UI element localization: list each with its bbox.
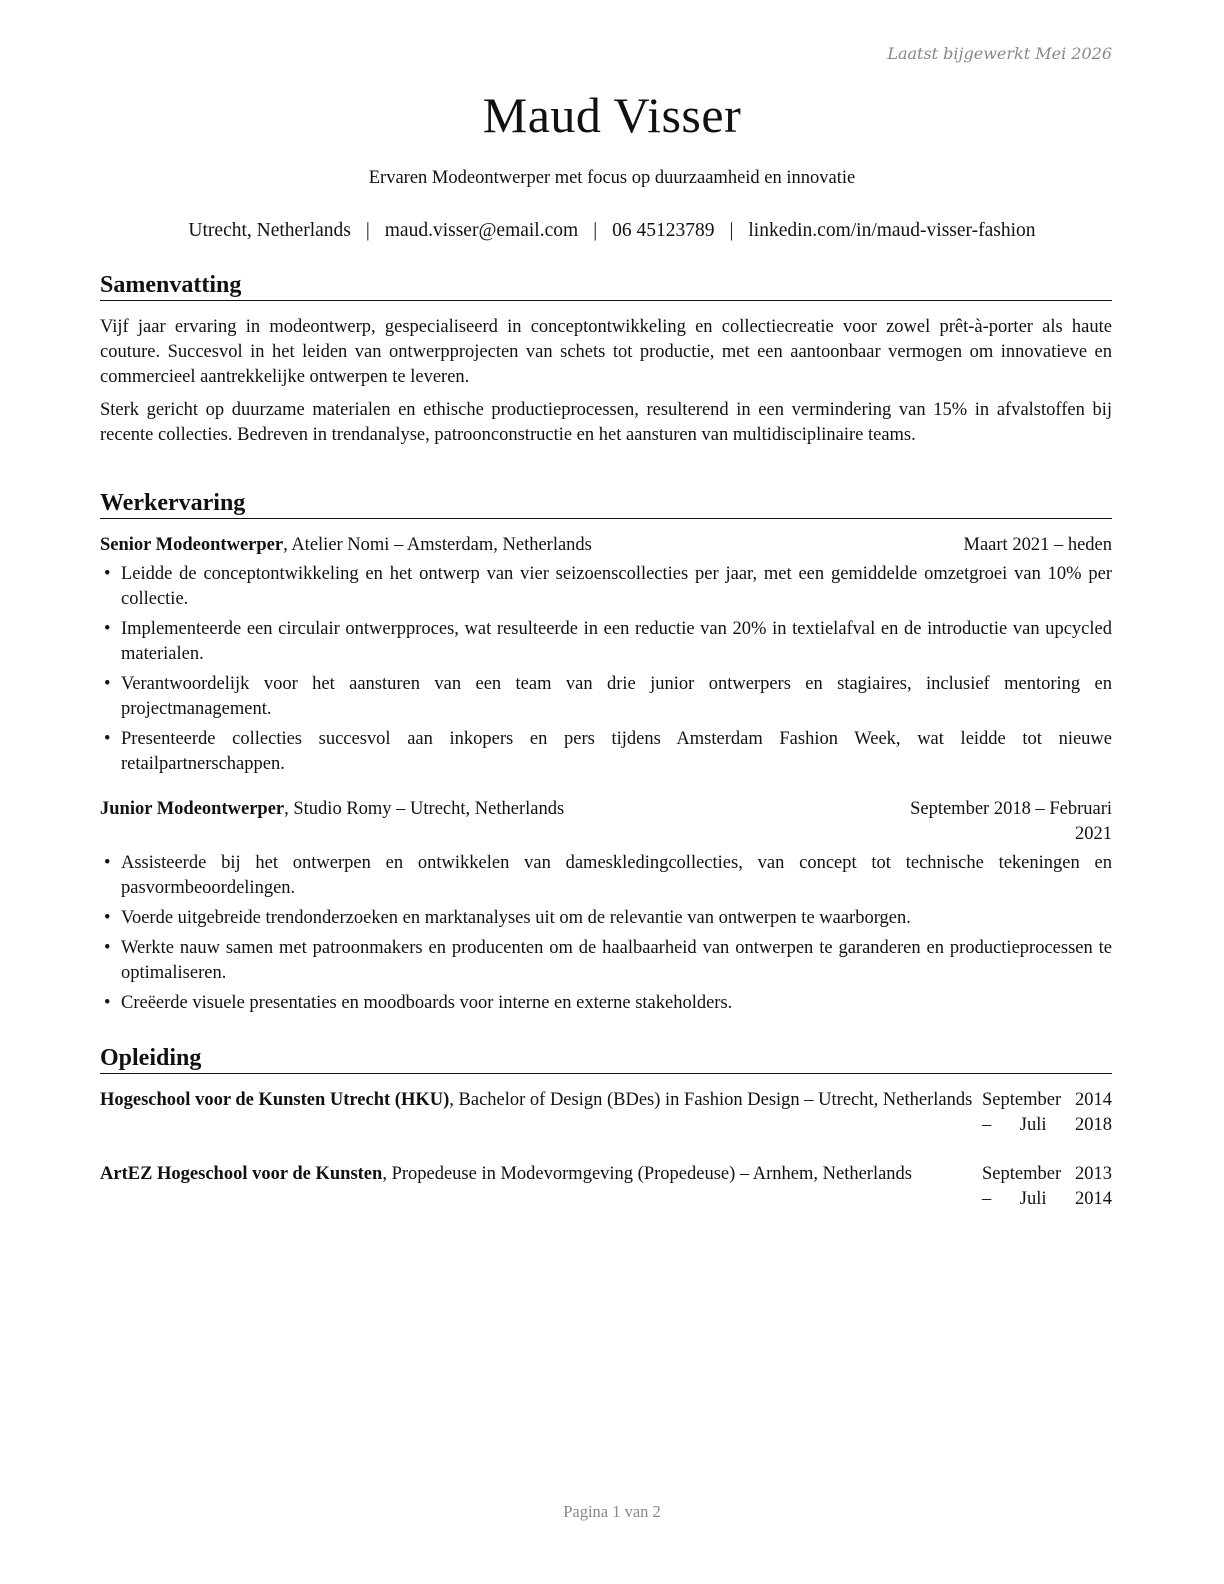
experience-section xyxy=(100,490,1112,1021)
summary-section xyxy=(100,272,1112,448)
last-updated: Laatst bijgewerkt Mei 2026 xyxy=(887,44,1112,63)
bullet-icon: • xyxy=(104,993,111,1013)
list-item: • Presenteerde collecties succesvol aan inkopers en pers tijdens Amsterdam Fashion Week, wat leidde tot nieuwe retailpartnerschappen. xyxy=(104,729,1112,774)
job-role: Junior Modeontwerper xyxy=(100,799,285,819)
job-header xyxy=(100,533,1112,558)
bullet-icon: • xyxy=(104,729,111,749)
list-item: • Leidde de conceptontwikkeling en het ontwerp van vier seizoenscollecties per jaar, met een gemiddelde omzetgroei van 10% per collectie. xyxy=(104,564,1112,609)
education-section xyxy=(100,1045,1112,1212)
job-role: Senior Modeontwerper xyxy=(100,535,284,555)
bullet-icon: • xyxy=(104,908,111,928)
job-bullets xyxy=(100,851,1112,1016)
education-dates: September 2013 – Juli 2014 xyxy=(982,1164,1112,1209)
bullet-icon: • xyxy=(104,853,111,873)
contact-line xyxy=(0,220,1224,242)
contact-separator: | xyxy=(593,220,598,241)
contact-location: Utrecht, Netherlands xyxy=(188,220,351,241)
section-title-experience: Werkervaring xyxy=(100,490,1112,519)
bullet-icon: • xyxy=(104,619,111,639)
education-school: Hogeschool voor de Kunsten Utrecht (HKU) xyxy=(100,1090,450,1110)
list-item: • Verantwoordelijk voor het aansturen van een team van drie junior ontwerpers en stagiaires, inclusief mentoring en projectmanagement. xyxy=(104,674,1112,719)
contact-separator: | xyxy=(729,220,734,241)
contact-phone: 06 45123789 xyxy=(612,220,715,241)
contact-email[interactable]: maud.visser@email.com xyxy=(384,220,579,241)
job-entry xyxy=(100,533,1112,777)
list-item: • Werkte nauw samen met patroonmakers en producenten om de haalbaarheid van ontwerpen te garanderen en productieprocessen te optimaliseren. xyxy=(104,938,1112,983)
education-details: , Propedeuse in Modevormgeving (Propedeuse) – Arnhem, Netherlands xyxy=(382,1164,913,1184)
bullet-icon: • xyxy=(104,938,111,958)
page-number: Pagina 1 van 2 xyxy=(563,1502,661,1521)
job-entry xyxy=(100,797,1112,1016)
contact-separator: | xyxy=(365,220,370,241)
education-details: , Bachelor of Design (BDes) in Fashion Design – Utrecht, Netherlands xyxy=(449,1090,973,1110)
education-entry xyxy=(100,1162,1112,1212)
job-org: , Atelier Nomi – Amsterdam, Netherlands xyxy=(283,535,592,555)
list-item: • Implementeerde een circulair ontwerpproces, wat resulteerde in een reductie van 20% in textielafval en de introductie van upcycled materialen. xyxy=(104,619,1112,664)
job-org: , Studio Romy – Utrecht, Netherlands xyxy=(284,799,565,819)
list-item: • Voerde uitgebreide trendonderzoeken en marktanalyses uit om de relevantie van ontwerpen te waarborgen. xyxy=(100,906,1112,931)
bullet-icon: • xyxy=(104,564,111,584)
bullet-icon: • xyxy=(104,674,111,694)
education-dates: September 2014 – Juli 2018 xyxy=(982,1090,1112,1135)
contact-linkedin[interactable]: linkedin.com/in/maud-visser-fashion xyxy=(748,220,1036,241)
summary-paragraph: Sterk gericht op duurzame materialen en ethische productieprocessen, resulterend in een vermindering van 15% in afvalstoffen bij recente collecties. Bedreven in trendanalyse, patroonconstructie en het aansturen van multidisciplinaire teams. xyxy=(100,400,1112,445)
job-dates: September 2018 – Februari 2021 xyxy=(910,799,1112,844)
list-item: • Assisteerde bij het ontwerpen en ontwikkelen van dameskledingcollecties, van concept tot technische tekeningen en pasvormbeoordelingen. xyxy=(104,853,1112,898)
list-item: • Creëerde visuele presentaties en moodboards voor interne en externe stakeholders. xyxy=(100,991,1112,1016)
job-header xyxy=(100,797,1112,847)
job-dates: Maart 2021 – heden xyxy=(963,535,1112,555)
job-bullets xyxy=(100,562,1112,777)
section-title-education: Opleiding xyxy=(100,1045,1112,1074)
education-school: ArtEZ Hogeschool voor de Kunsten xyxy=(100,1164,383,1184)
candidate-name: Maud Visser xyxy=(482,87,742,143)
section-title-summary: Samenvatting xyxy=(100,272,1112,301)
summary-paragraph: Vijf jaar ervaring in modeontwerp, gespecialiseerd in conceptontwikkeling en collectiecreatie voor zowel prêt-à-porter als haute couture. Succesvol in het leiden van ontwerpprojecten van schets tot productie, met een aantoonbaar vermogen om innovatieve en commercieel aantrekkelijke ontwerpen te leveren. xyxy=(100,317,1112,387)
education-entry xyxy=(100,1088,1112,1138)
headline: Ervaren Modeontwerper met focus op duurzaamheid en innovatie xyxy=(368,168,856,188)
